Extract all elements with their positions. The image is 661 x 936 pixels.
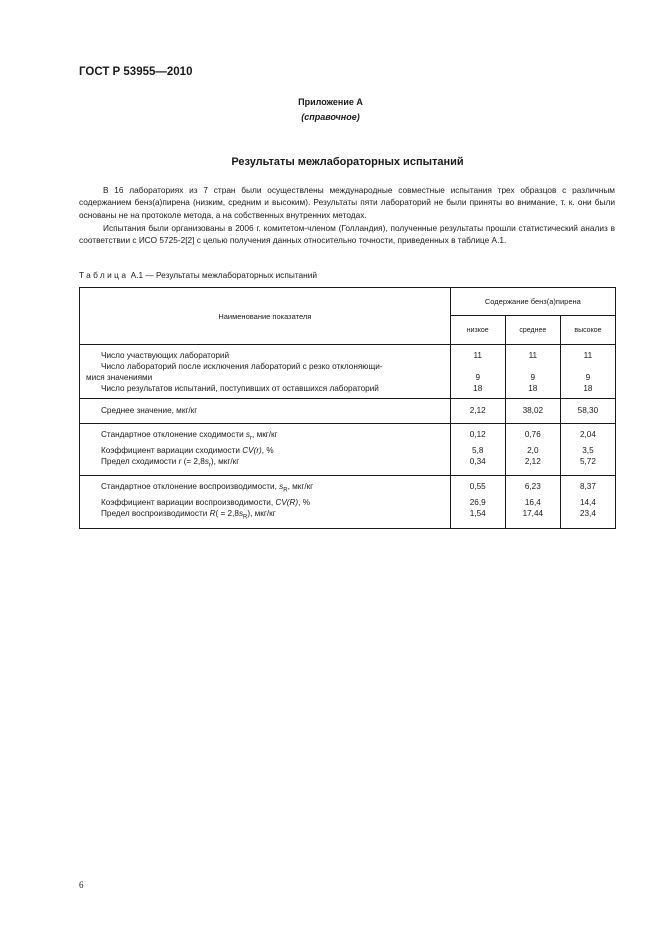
table-row: Стандартное отклонение воспроизводимости, $s_R$, мкг/кг 0,55 6,23 8,37: [80, 476, 616, 497]
header-content-group: Содержание бенз(а)пирена: [450, 288, 615, 316]
section-title: Результаты межлабораторных испытаний: [231, 156, 464, 168]
table-row: Среднее значение, мкг/кг 2,12 38,02 58,30: [80, 399, 616, 424]
header-high: высокое: [560, 316, 615, 345]
document-header: ГОСТ Р 53955—2010: [79, 66, 193, 78]
paragraph-1: В 16 лабораториях из 7 стран были осуществлены международные совместные испытания трех образцов с различным содержанием бенз(а)пирена (низким, средним и высоким). Результаты пяти лабораторий не были приняты во внимание, т. к. они были основаны не на протоколе метода, а на собственных внутренних методах.: [79, 185, 615, 220]
table-row: Стандартное отклонение сходимости $s_r$, мкг/кг 0,12 0,76 2,04: [80, 424, 616, 445]
table-row: Коэффициент вариации воспроизводимости, CV(R), % 26,9 16,4 14,4: [80, 497, 616, 508]
table-row: Предел воспроизводимости $R( = 2,8s_R)$, мкг/кг 1,54 17,44 23,4: [80, 508, 616, 528]
appendix-type: (справочное): [301, 112, 360, 122]
table-row: Число участвующих лабораторий 11 11 11: [80, 345, 616, 362]
header-indicator-name: Наименование показателя: [80, 288, 451, 345]
table-row: Предел сходимости r (= $2,8s_r$), мкг/кг 0,34 2,12 5,72: [80, 456, 616, 476]
appendix-heading: [0, 95, 661, 125]
results-table: [79, 287, 616, 529]
appendix-label: Приложение А: [298, 97, 363, 107]
table-row: Число лабораторий после исключения лабораторий с резко отклоняющи- мися значениями 9 9 9: [80, 361, 616, 383]
table-caption: Таблица А.1 — Результаты межлабораторных испытаний: [79, 270, 317, 280]
paragraph-2: Испытания были организованы в 2006 г. комитетом-членом (Голландия), полученные результаты прошли статистический анализ в соответствии с ИСО 5725-2[2] с целью получения данных относительно точности, приведенных в таблице А.1.: [79, 223, 615, 246]
page-number: 6: [79, 880, 84, 890]
header-low: низкое: [450, 316, 505, 345]
table-row: Коэффициент вариации сходимости CV(r), % 5,8 2,0 3,5: [80, 445, 616, 456]
table-row: Число результатов испытаний, поступивших от оставшихся лабораторий 18 18 18: [80, 383, 616, 399]
header-medium: среднее: [505, 316, 560, 345]
